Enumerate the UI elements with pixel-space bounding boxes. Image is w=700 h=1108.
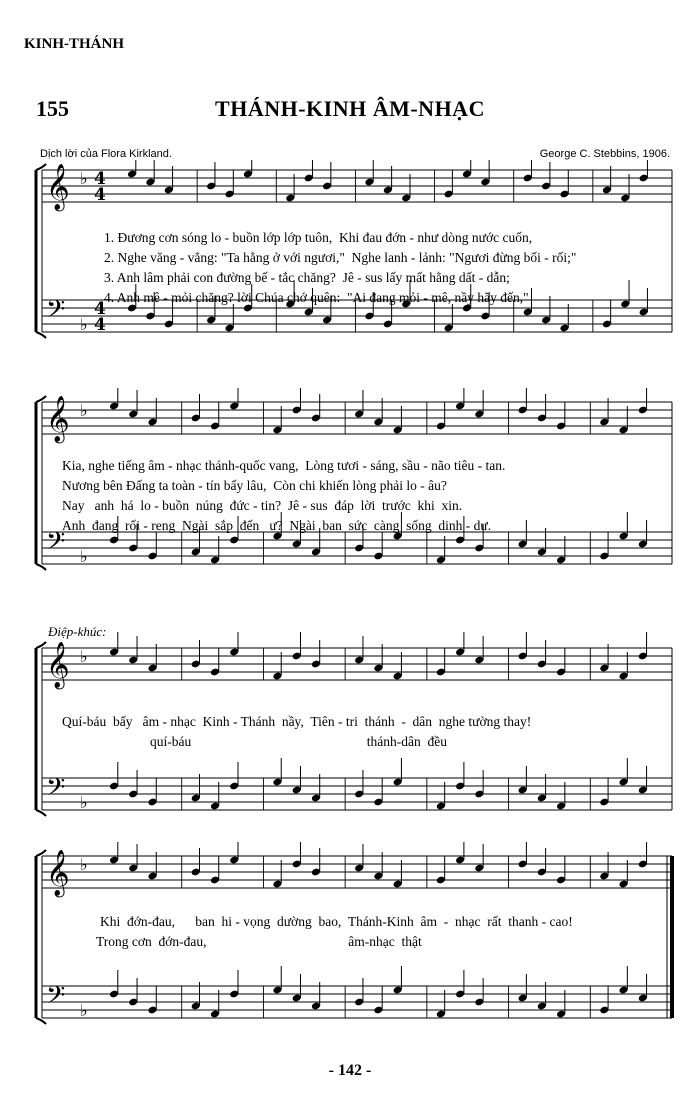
svg-text:4: 4	[94, 315, 106, 335]
svg-text:♭: ♭	[80, 793, 88, 812]
lyric-line: 4. Anh mê - mỏi chăng? lời Chúa chớ quên: "Ai đang mỏi - mê, nầy hãy đến,"	[104, 290, 529, 305]
svg-text:♭: ♭	[80, 855, 88, 874]
hymn-title: THÁNH-KINH ÂM-NHẠC	[215, 96, 485, 121]
music-system-1	[0, 160, 700, 360]
svg-text:𝄞: 𝄞	[46, 164, 70, 210]
svg-text:𝄢: 𝄢	[46, 527, 66, 562]
svg-text:4: 4	[94, 185, 106, 205]
svg-text:𝄞: 𝄞	[46, 396, 70, 442]
lyric-line: quí-báu thánh-dân đều	[150, 734, 447, 749]
svg-text:4: 4	[94, 169, 106, 189]
hymn-number: 155	[36, 96, 69, 121]
lyric-line: Nương bên Đấng ta toàn - tín bấy lâu, Còn chi khiến lòng phải lo - âu?	[62, 478, 447, 493]
lyric-line: Trong cơn đớn-đau, âm-nhạc thật	[96, 934, 422, 949]
svg-text:♭: ♭	[80, 315, 88, 334]
svg-text:𝄢: 𝄢	[46, 981, 66, 1016]
music-system-2	[0, 388, 700, 603]
translator-credit: Dịch lời của Flora Kirkland.	[40, 148, 172, 160]
lyric-line: Khi đớn-đau, ban hi - vọng dường bao, Thánh-Kinh âm - nhạc rất thanh - cao!	[100, 914, 573, 929]
svg-text:𝄞: 𝄞	[46, 642, 70, 688]
svg-text:♭: ♭	[80, 401, 88, 420]
music-system-3	[0, 632, 700, 822]
svg-text:4: 4	[94, 299, 106, 319]
lyric-line: 3. Anh lâm phải con đường bế - tắc chăng? Jê - sus lấy mất hằng dất - dẫn;	[104, 270, 510, 285]
svg-text:♭: ♭	[80, 647, 88, 666]
svg-text:𝄢: 𝄢	[46, 773, 66, 808]
svg-text:𝄞: 𝄞	[46, 850, 70, 896]
composer-credit: George C. Stebbins, 1906.	[539, 148, 670, 160]
music-system-4	[0, 842, 700, 1052]
chorus-label: Điệp-khúc:	[48, 624, 107, 639]
lyric-line: 2. Nghe văng - vẳng: "Ta hằng ở với ngươi," Nghe lanh - lảnh: "Ngươi đừng bối - rối;"	[104, 250, 577, 265]
svg-text:♭: ♭	[80, 1001, 88, 1020]
svg-text:♭: ♭	[80, 169, 88, 188]
lyric-line: Anh đang rối - reng Ngài sắp đến ư? Ngài ban sức càng sống dinh - dư.	[62, 518, 492, 533]
page-number: - 142 -	[328, 1062, 372, 1079]
lyric-line: Quí-báu bấy âm - nhạc Kinh - Thánh nầy, Tiên - tri thánh - dân nghe tường thay!	[62, 714, 532, 729]
book-header: KINH-THÁNH	[24, 36, 125, 52]
lyric-line: 1. Đương cơn sóng lo - buồn lớp lớp tuôn, Khi đau đớn - như dòng nước cuốn,	[104, 230, 533, 245]
svg-text:♭: ♭	[80, 547, 88, 566]
staff-graphic	[0, 388, 700, 603]
svg-text:𝄢: 𝄢	[46, 295, 66, 330]
lyric-line: Nay anh há lo - buồn núng đức - tin? Jê - sus đáp lời trước khi xin.	[62, 498, 463, 513]
lyric-line: Kia, nghe tiếng âm - nhạc thánh-quốc vang, Lòng tươi - sáng, sầu - não tiêu - tan.	[62, 458, 506, 473]
